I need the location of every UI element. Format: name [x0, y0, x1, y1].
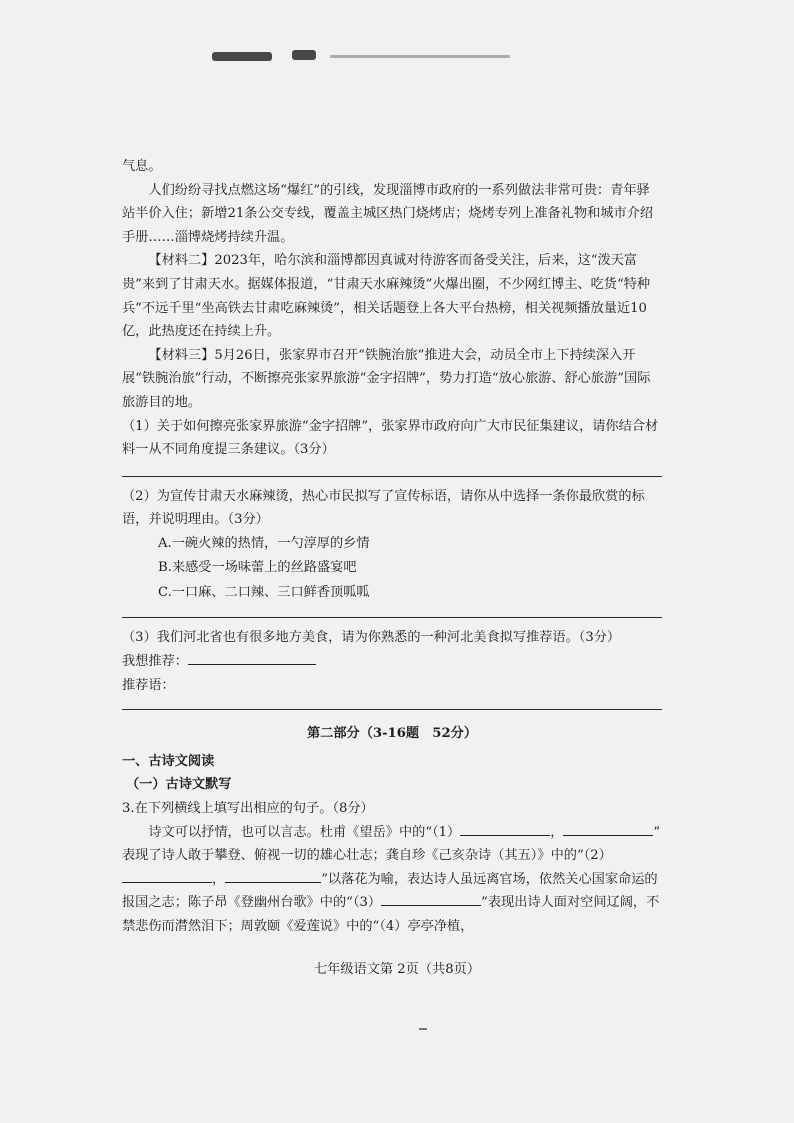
recommend-words-label: 推荐语：: [122, 677, 175, 693]
question-3: （3）我们河北省也有很多地方美食，请为你熟悉的一种河北美食拟写推荐语。（3分）: [122, 630, 621, 646]
part-two-heading: 第二部分（3-16题 52分）: [306, 726, 478, 742]
text-line: 气息。: [122, 159, 162, 174]
blank-2b[interactable]: [225, 868, 321, 883]
blank-1a[interactable]: [460, 821, 550, 836]
q2-option-c: C.一口麻、二口辣、三口鲜香顶呱呱: [158, 584, 370, 600]
q3-line-2: [122, 844, 662, 868]
material-two: 【材料二】2023年，哈尔滨和淄博都因真诚对待游客而备受关注，后来，这“泼天富贵”来到了甘肃天水。据媒体报道，“甘肃天水麻辣烫”火爆出圈，不少网红博主、吃货“特种兵”不远千里“坐高铁去甘肃吃麻辣烫”，相关话题登上各大平台热榜，相关视频播放量近10亿，此热度还在持续上升。: [122, 253, 651, 340]
q3-line-1: 诗文可以抒情，也可以言志。杜甫《望岳》中的“（1） ， ”: [122, 821, 662, 845]
subsection-heading: （一）古诗文默写: [126, 777, 232, 793]
page-content: [122, 155, 662, 939]
q3-title: 3.在下列横线上填写出相应的句子。（8分）: [122, 800, 374, 816]
material-three: 【材料三】5月26日，张家界市召开“铁腕治旅”推进大会，动员全市上下持续深入开展“铁腕治旅”行动，不断擦亮张家界旅游“金字招牌”，势力打造“放心旅游、舒心旅游”国际旅游目的地。: [122, 347, 651, 410]
question-2: （2）为宣传甘肃天水麻辣烫，热心市民拟写了宣传标语，请你从中选择一条你最欣赏的标语，并说明理由。（3分）: [122, 488, 645, 528]
scan-smudge: [292, 50, 316, 60]
blank-3[interactable]: [381, 891, 481, 906]
q3-text-a: 诗文可以抒情，也可以言志。杜甫《望岳》中的“（1）: [148, 824, 461, 840]
answer-line-q1[interactable]: [122, 476, 662, 477]
recommend-blank[interactable]: [188, 650, 316, 665]
scan-dot: [419, 1028, 427, 1030]
answer-line-q2[interactable]: [122, 617, 662, 618]
q3-line-3: ， ”以落花为喻，表达诗人虽远离官场，依然关心国家命运的报国之志；陈子昂《登幽州台歌》中的“（3） ”表现出诗人面对空间辽阔，不禁悲伤而潸然泪下；周敦颐《爱莲说》中的“（4）亭亭净植，: [122, 868, 662, 939]
q2-option-b: B.来感受一场味蕾上的丝路盛宴吧: [158, 560, 357, 576]
q3-text-d: ”表现出诗人面对空间辽阔，不禁悲伤而潸然泪下；周敦颐《爱莲说》中的“（4）亭亭净植，: [122, 895, 660, 934]
scan-smudge: [212, 52, 272, 61]
q2-option-a: A.一碗火辣的热情，一勺淳厚的乡情: [158, 535, 370, 551]
q3-text-c: ”以落花为喻，表达诗人虽远离官场，依然关心国家命运的报国之志；陈子昂《登幽州台歌》中的“（3）: [122, 871, 658, 911]
paragraph-zibo: 人们纷纷寻找点燃这场“爆红”的引线，发现淄博市政府的一系列做法非常可贵：青年驿站半价入住；新增21条公交专线，覆盖主城区热门烧烤店；烧烤专列上准备礼物和城市介绍手册……淄博烧烤持续升温。: [122, 182, 654, 245]
recommend-label: 我想推荐：: [122, 654, 188, 669]
blank-2a[interactable]: [122, 868, 212, 883]
scan-smudge: [330, 55, 510, 58]
answer-line-q3[interactable]: [122, 709, 662, 710]
blank-1b[interactable]: [563, 821, 653, 836]
q3-text-b: 表现了诗人敢于攀登、俯视一切的雄心壮志；龚自珍《己亥杂诗（其五）》中的“（2）: [122, 848, 612, 864]
page-footer: 七年级语文第 2页（共8页）: [313, 962, 481, 977]
question-1: （1）关于如何擦亮张家界旅游“金字招牌”，张家界市政府向广大市民征集建议，请你结合材料一从不同角度提三条建议。（3分）: [122, 418, 659, 458]
recommend-row: [122, 650, 662, 674]
section-heading: 一、古诗文阅读: [122, 753, 215, 769]
